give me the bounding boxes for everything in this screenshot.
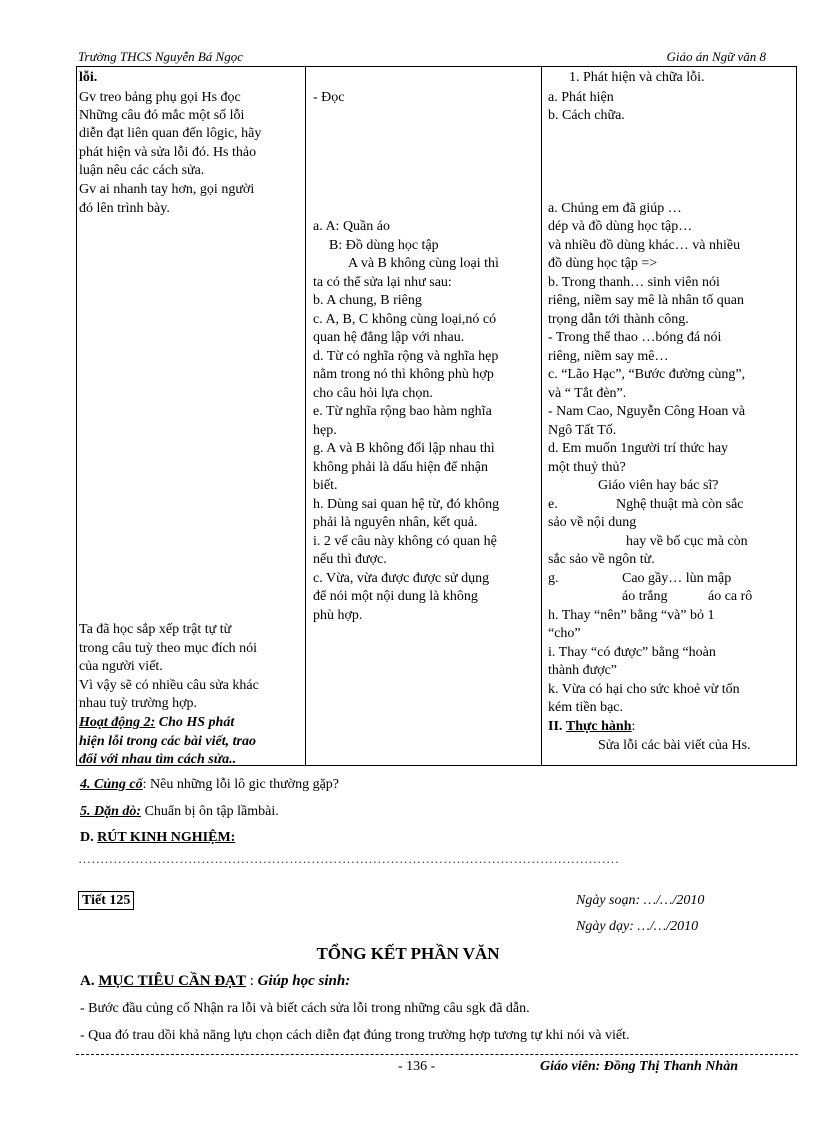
muc-tieu-label: MỤC TIÊU CẦN ĐẠT <box>98 973 246 989</box>
cell-text: kém tiền bạc. <box>548 700 624 715</box>
cell-text: Giáo viên hay bác sĩ? <box>598 478 719 493</box>
cell-text: k. Vừa có hại cho sức khoẻ vừ tốn <box>548 682 740 697</box>
ngay-soan: Ngày soạn: …/…/2010 <box>576 893 705 908</box>
column-content <box>542 67 796 765</box>
page-number: - 136 - <box>398 1059 436 1074</box>
cell-text: - Nam Cao, Nguyễn Công Hoan và <box>548 404 746 419</box>
cell-text: đồ dùng học tập => <box>548 256 658 271</box>
cell-text: Gv ai nhanh tay hơn, gọi người <box>79 182 255 197</box>
muc-tieu-prefix: A. <box>80 973 99 989</box>
cell-text: B: Đồ dùng học tập <box>329 238 439 253</box>
cell-text: - Đọc <box>313 90 345 105</box>
cell-text: Gv treo bảng phụ gọi Hs đọc <box>79 90 241 105</box>
cell-text: b. Cách chữa. <box>548 108 625 123</box>
cell-text: c. “Lão Hạc”, “Bước đường cùng”, <box>548 367 746 382</box>
rut-prefix: D. <box>80 830 98 845</box>
cell-text: hay về bố cục mà còn <box>626 534 748 549</box>
dando-line <box>80 804 279 820</box>
footer-rule <box>76 1054 798 1055</box>
practice-heading <box>548 718 635 736</box>
cell-text: hiện lỗi trong các bài viết, trao <box>79 734 256 749</box>
dando-label: 5. Dặn dò: <box>80 804 142 819</box>
cell-text: nhau tuỳ trường hợp. <box>79 696 198 711</box>
cell-text: Những câu đó mắc một số lỗi <box>79 108 245 123</box>
cell-text: b. A chung, B riêng <box>313 293 422 308</box>
practice-numeral: II. <box>548 719 563 734</box>
practice-colon: : <box>631 719 636 734</box>
cell-text: Ngô Tất Tố. <box>548 423 617 438</box>
cell-text: biết. <box>313 478 338 493</box>
cell-text: Sửa lỗi các bài viết của Hs. <box>598 738 751 753</box>
cell-text: áo trắng <box>622 589 668 604</box>
cell-text: sảo về nội dung <box>548 515 637 530</box>
cell-text: quan hệ đẳng lập với nhau. <box>313 330 465 345</box>
cell-text: lỗi. <box>79 70 98 85</box>
cell-text: a. A: Quần áo <box>313 219 390 234</box>
muc-tieu-sep: : <box>246 973 258 989</box>
cell-text: A và B không cùng loại thì <box>348 256 499 271</box>
objective-bullet-2: - Qua đó trau dồi khả năng lựu chọn cách diễn đạt đúng trong trường hợp tương tự khi nói và viết. <box>80 1028 630 1043</box>
lesson-number-box: Tiết 125 <box>78 891 134 910</box>
cell-text: áo ca rô <box>708 589 753 604</box>
cell-text: i. 2 vế câu này không có quan hệ <box>313 534 497 549</box>
rut-kinh-nghiem-heading <box>80 830 235 846</box>
cell-text: a. Phát hiện <box>548 90 614 105</box>
cell-text: một thuỷ thủ? <box>548 460 626 475</box>
practice-label: Thực hành <box>565 719 632 734</box>
column-teacher-activity <box>77 67 306 765</box>
objective-bullet-1: - Bước đầu củng cố Nhận ra lỗi và biết cách sửa lỗi trong những câu sgk đã dẫn. <box>80 1001 530 1016</box>
notes-dotted-line: …………………………………………………………………………………………………………… <box>78 851 620 866</box>
cell-text: luận nêu các cách sửa. <box>79 163 205 178</box>
cell-text: e. Từ nghĩa rộng bao hàm nghĩa <box>313 404 492 419</box>
cell-text: g. A và B không đối lập nhau thì <box>313 441 495 456</box>
teacher-name: Giáo viên: Đồng Thị Thanh Nhàn <box>540 1059 738 1074</box>
cell-text: riêng, niềm say mê… <box>548 349 669 364</box>
cell-text: không phải là dấu hiện để nhận <box>313 460 488 475</box>
ngay-day: Ngày dạy: …/…/2010 <box>576 919 699 934</box>
lesson-title: TỔNG KẾT PHẦN VĂN <box>316 944 500 963</box>
cell-text: để nói một nội dung là không <box>313 589 478 604</box>
lesson-table <box>76 66 797 766</box>
cell-text: trong câu tuỳ theo mục đích nói <box>79 641 258 656</box>
muc-tieu-heading <box>80 973 350 990</box>
cell-text: Ta đã học sắp xếp trật tự từ <box>79 622 232 637</box>
cell-text: nếu thì được. <box>313 552 387 567</box>
cell-text: ta có thể sửa lại như sau: <box>313 275 452 290</box>
cell-text: thành được” <box>548 663 618 678</box>
cell-text: đó lên trình bày. <box>79 201 170 216</box>
cell-text: b. Trong thanh… sinh viên nói <box>548 275 720 290</box>
cell-text: và nhiều đồ dùng khác… và nhiều <box>548 238 741 253</box>
cell-text: diễn đạt liên quan đến lôgic, hãy <box>79 126 262 141</box>
cell-text: đổi với nhau tìm cách sửa.. <box>79 752 237 767</box>
cell-text: và “ Tắt đèn”. <box>548 386 627 401</box>
cell-text: a. Chúng em đã giúp … <box>548 201 682 216</box>
cell-text: phù hợp. <box>313 608 363 623</box>
cell-text: nằm trong nó thì không phù hợp <box>313 367 494 382</box>
activity-label: Hoạt động 2: <box>79 715 156 730</box>
cell-text: d. Em muốn 1người trí thức hay <box>548 441 729 456</box>
rut-label: RÚT KINH NGHIỆM: <box>97 830 236 845</box>
cungco-line <box>80 777 339 793</box>
cell-text: riêng, niềm say mê là nhân tố quan <box>548 293 744 308</box>
cell-text: sắc sảo về ngôn từ. <box>548 552 655 567</box>
cell-text: e. <box>548 497 558 512</box>
cell-text: c. Vừa, vừa được được sử dụng <box>313 571 490 586</box>
cungco-text: : Nêu những lỗi lô gic thường gặp? <box>142 777 340 792</box>
cungco-label: 4. Củng cố <box>80 777 143 792</box>
cell-text: phát hiện và sửa lỗi đó. Hs thảo <box>79 145 257 160</box>
activity-text: Cho HS phát <box>155 715 235 730</box>
cell-text: Nghệ thuật mà còn sắc <box>616 497 744 512</box>
cell-text: của người viết. <box>79 659 163 674</box>
muc-tieu-sub: Giúp học sinh: <box>257 973 351 989</box>
cell-text: dép và đồ dùng học tập… <box>548 219 693 234</box>
cell-text: d. Từ có nghĩa rộng và nghĩa hẹp <box>313 349 499 364</box>
cell-text: trọng dẫn tới thành công. <box>548 312 689 327</box>
subject-name: Giáo án Ngữ văn 8 <box>666 49 766 64</box>
cell-text: i. Thay “có được” bằng “hoàn <box>548 645 716 660</box>
cell-text: c. A, B, C không cùng loại,nó có <box>313 312 497 327</box>
activity-heading <box>79 714 234 732</box>
cell-text: Cao gầy… lùn mập <box>622 571 732 586</box>
cell-text: h. Thay “nên” bằng “và” bỏ 1 <box>548 608 715 623</box>
cell-text: “cho” <box>548 626 581 641</box>
cell-text: hẹp. <box>313 423 337 438</box>
cell-text: - Trong thể thao …bóng đá nói <box>548 330 722 345</box>
cell-text: g. <box>548 571 559 586</box>
cell-text: Vì vậy sẽ có nhiều câu sửa khác <box>79 678 259 693</box>
cell-text: h. Dùng sai quan hệ từ, đó không <box>313 497 500 512</box>
column-student-activity <box>306 67 542 765</box>
dando-text: Chuẩn bị ôn tập lầmbài. <box>141 804 279 819</box>
cell-text: phải là nguyên nhân, kết quả. <box>313 515 478 530</box>
cell-text: 1. Phát hiện và chữa lỗi. <box>569 70 705 85</box>
cell-text: cho câu hỏi lựa chọn. <box>313 386 433 401</box>
school-name: Trường THCS Nguyễn Bá Ngọc <box>78 49 243 64</box>
